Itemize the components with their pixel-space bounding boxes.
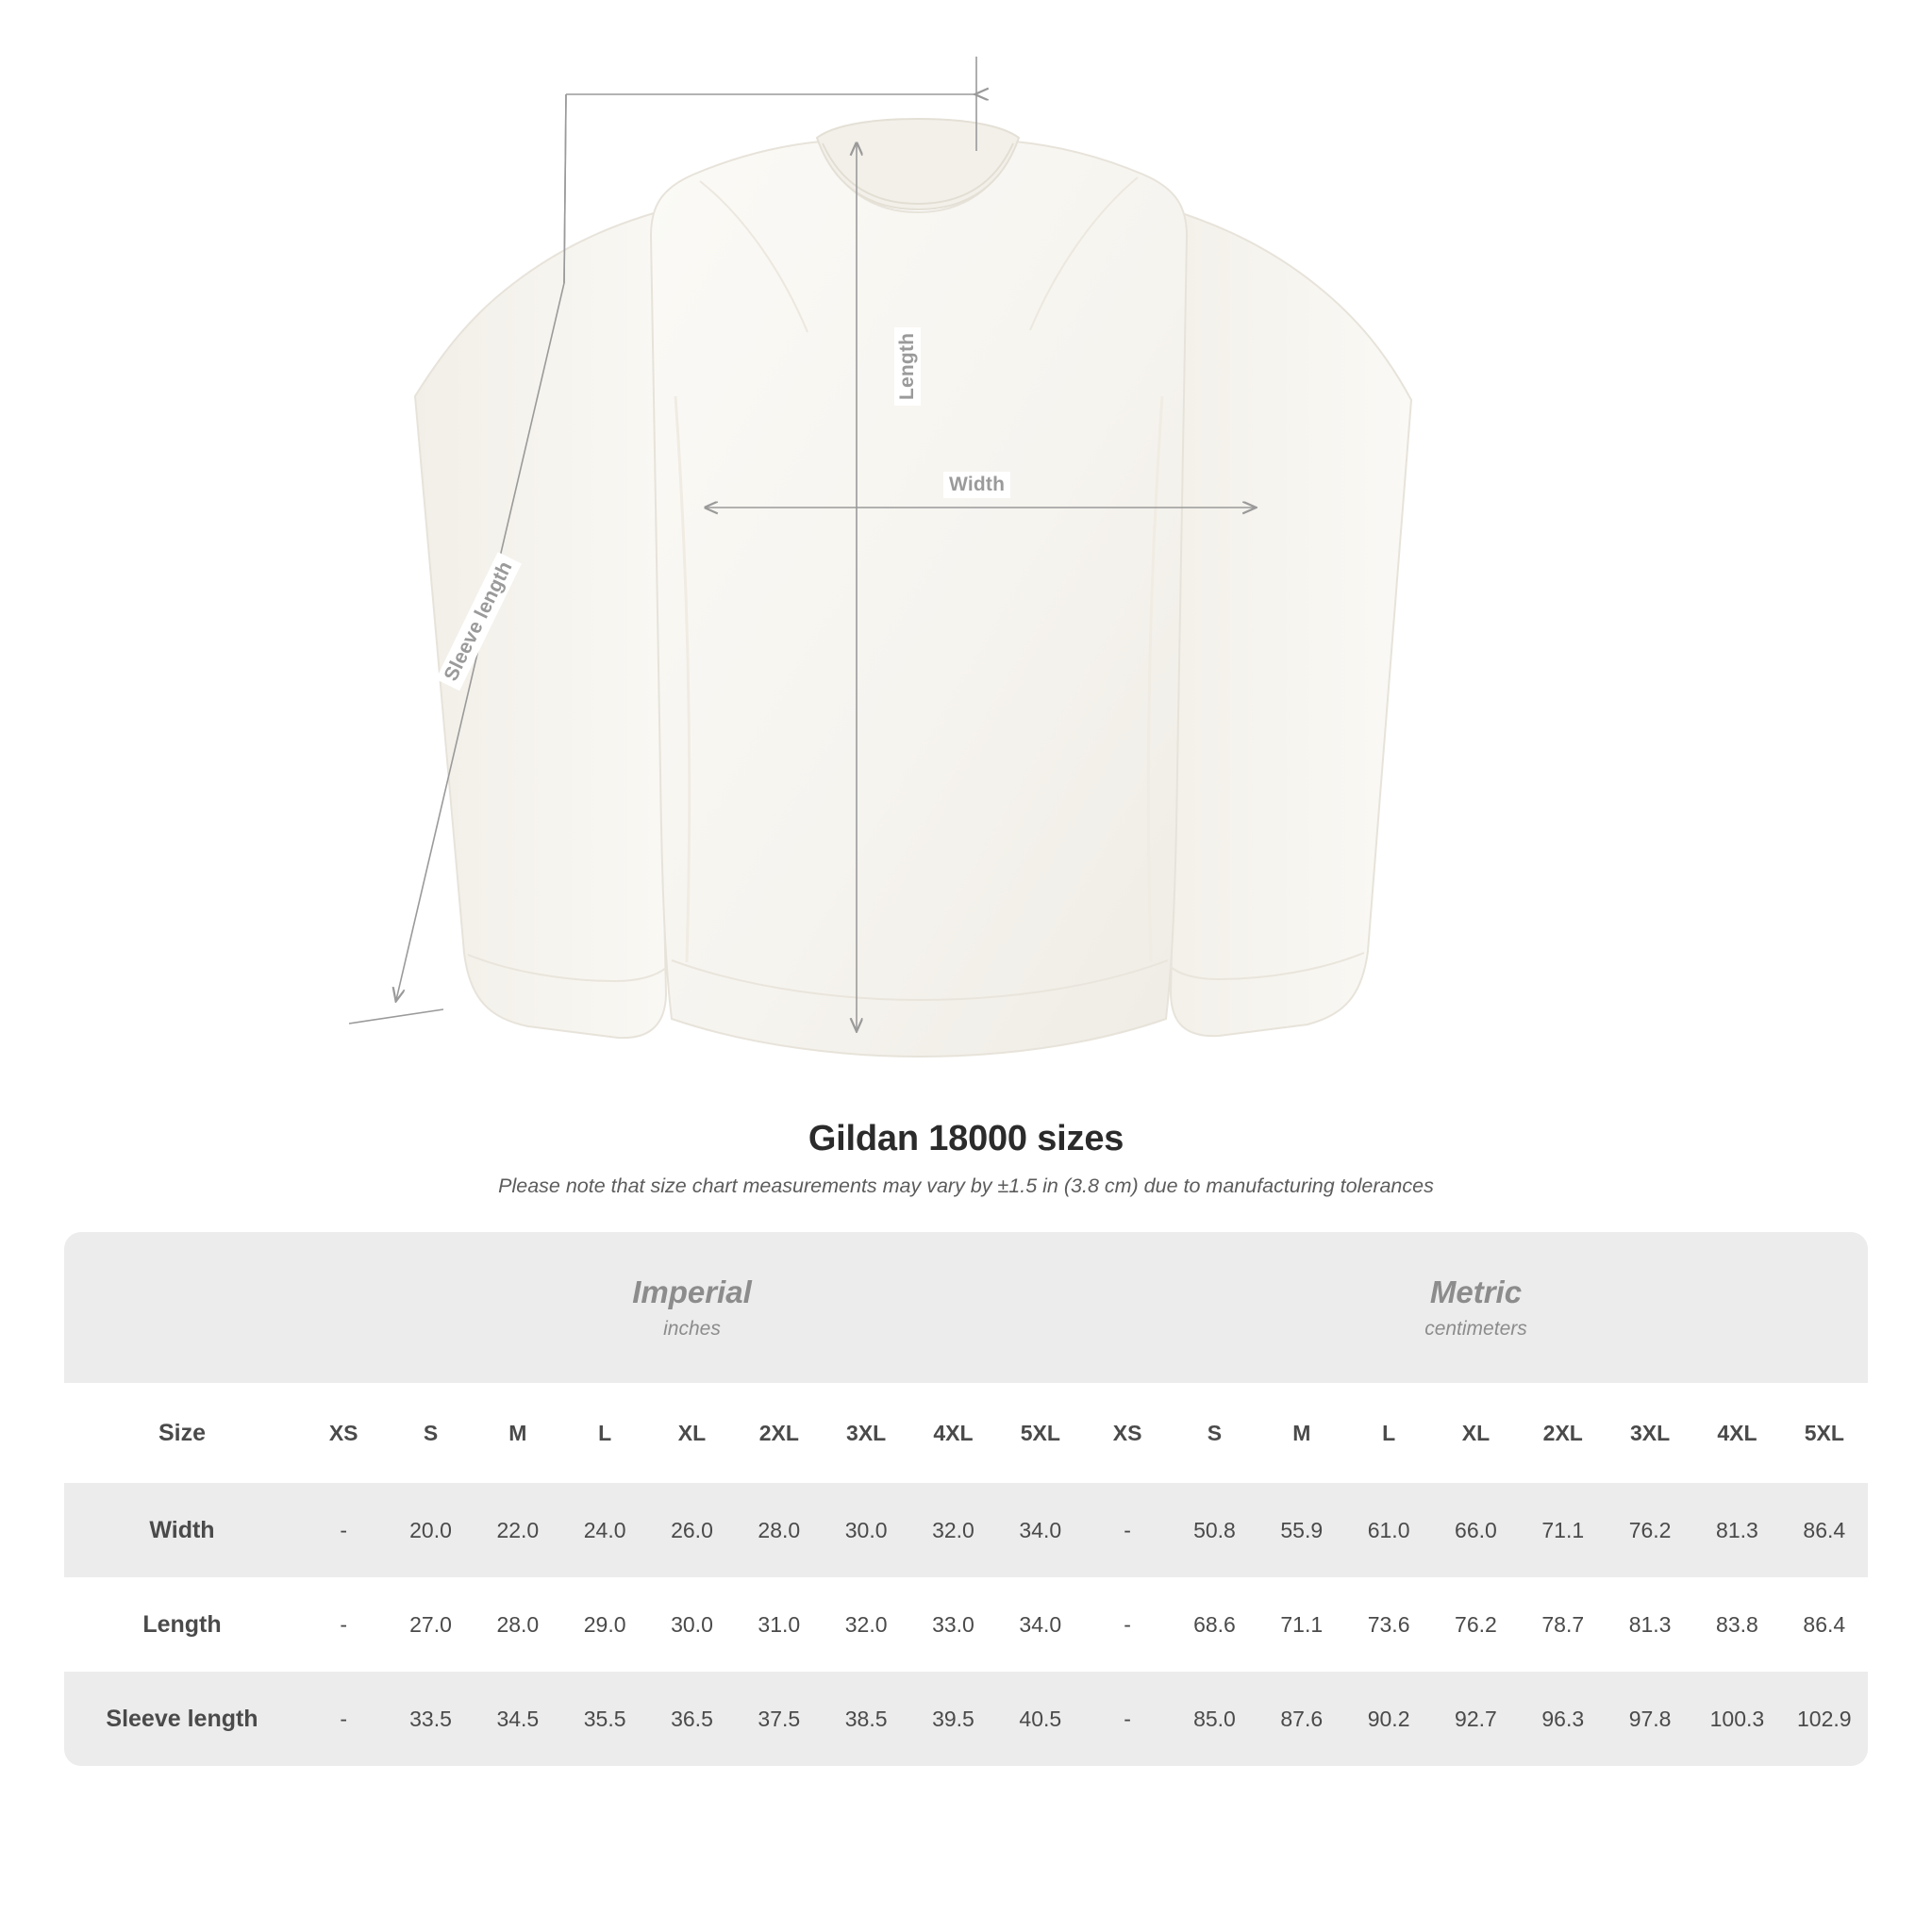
table-cell: 40.5 — [997, 1672, 1084, 1766]
unit-name: Imperial — [632, 1274, 752, 1309]
width-dimension-label: Width — [943, 472, 1010, 498]
size-column-header: 4XL — [909, 1383, 996, 1483]
unit-subtitle: inches — [663, 1318, 721, 1340]
table-cell: 38.5 — [823, 1672, 909, 1766]
size-column-header: 2XL — [736, 1383, 823, 1483]
table-cell: - — [300, 1577, 387, 1672]
table-cell: 61.0 — [1345, 1483, 1432, 1577]
size-column-header: M — [475, 1383, 561, 1483]
unit-header-row — [64, 1232, 1868, 1383]
size-column-header: M — [1258, 1383, 1345, 1483]
table-cell: 66.0 — [1432, 1483, 1519, 1577]
table-cell: 28.0 — [736, 1483, 823, 1577]
table-cell: 90.2 — [1345, 1672, 1432, 1766]
size-table — [64, 1232, 1868, 1766]
unit-subtitle: centimeters — [1424, 1318, 1527, 1340]
table-cell: 81.3 — [1693, 1483, 1780, 1577]
row-label-sleeve-length: Sleeve length — [64, 1672, 300, 1766]
table-cell: 102.9 — [1781, 1672, 1868, 1766]
table-cell: 30.0 — [648, 1577, 735, 1672]
size-column-header: 2XL — [1520, 1383, 1607, 1483]
length-dimension-label: Length — [894, 327, 921, 406]
size-column-header: XL — [648, 1383, 735, 1483]
table-cell: 29.0 — [561, 1577, 648, 1672]
table-cell: 100.3 — [1693, 1672, 1780, 1766]
table-cell: 83.8 — [1693, 1577, 1780, 1672]
table-cell: - — [300, 1672, 387, 1766]
table-cell: 33.0 — [909, 1577, 996, 1672]
size-column-header: 5XL — [997, 1383, 1084, 1483]
table-cell: 24.0 — [561, 1483, 648, 1577]
table-cell: 34.0 — [997, 1483, 1084, 1577]
size-header-row — [64, 1383, 1868, 1483]
table-cell: 96.3 — [1520, 1672, 1607, 1766]
table-cell: 86.4 — [1781, 1577, 1868, 1672]
size-column-header: 5XL — [1781, 1383, 1868, 1483]
size-table-wrapper — [64, 1232, 1868, 1766]
size-column-header: 4XL — [1693, 1383, 1780, 1483]
table-cell: 22.0 — [475, 1483, 561, 1577]
size-column-header: XL — [1432, 1383, 1519, 1483]
table-cell: 71.1 — [1258, 1577, 1345, 1672]
table-cell: 71.1 — [1520, 1483, 1607, 1577]
table-cell: 68.6 — [1171, 1577, 1257, 1672]
unit-header-metric — [1084, 1232, 1868, 1383]
table-cell: 97.8 — [1607, 1672, 1693, 1766]
table-cell: 92.7 — [1432, 1672, 1519, 1766]
size-column-header: 3XL — [1607, 1383, 1693, 1483]
table-cell: 85.0 — [1171, 1672, 1257, 1766]
table-cell: 78.7 — [1520, 1577, 1607, 1672]
size-header-label: Size — [64, 1383, 300, 1483]
table-cell: 30.0 — [823, 1483, 909, 1577]
table-cell: 26.0 — [648, 1483, 735, 1577]
table-cell: 73.6 — [1345, 1577, 1432, 1672]
table-row — [64, 1483, 1868, 1577]
table-cell: 76.2 — [1607, 1483, 1693, 1577]
table-cell: - — [300, 1483, 387, 1577]
tolerance-note: Please note that size chart measurements may vary by ±1.5 in (3.8 cm) due to manufacturing tolerances — [498, 1174, 1434, 1197]
table-cell: 81.3 — [1607, 1577, 1693, 1672]
table-cell: 37.5 — [736, 1672, 823, 1766]
table-cell: 35.5 — [561, 1672, 648, 1766]
sleeve-length-dimension-label: Sleeve length — [436, 552, 522, 691]
table-cell: 27.0 — [387, 1577, 474, 1672]
table-row — [64, 1672, 1868, 1766]
table-cell: 36.5 — [648, 1672, 735, 1766]
row-label-length: Length — [64, 1577, 300, 1672]
unit-name: Metric — [1429, 1274, 1523, 1309]
size-column-header: S — [387, 1383, 474, 1483]
table-cell: 20.0 — [387, 1483, 474, 1577]
title-block — [0, 1119, 1932, 1198]
table-cell: 55.9 — [1258, 1483, 1345, 1577]
size-column-header: S — [1171, 1383, 1257, 1483]
table-cell: 34.5 — [475, 1672, 561, 1766]
size-column-header: XS — [1084, 1383, 1171, 1483]
table-cell: 87.6 — [1258, 1672, 1345, 1766]
size-column-header: XS — [300, 1383, 387, 1483]
size-column-header: L — [1345, 1383, 1432, 1483]
table-cell: 76.2 — [1432, 1577, 1519, 1672]
unit-row-corner — [64, 1232, 300, 1383]
table-cell: - — [1084, 1483, 1171, 1577]
table-cell: 28.0 — [475, 1577, 561, 1672]
table-cell: - — [1084, 1577, 1171, 1672]
table-cell: 31.0 — [736, 1577, 823, 1672]
unit-header-imperial — [300, 1232, 1084, 1383]
size-column-header: 3XL — [823, 1383, 909, 1483]
size-column-header: L — [561, 1383, 648, 1483]
table-cell: 33.5 — [387, 1672, 474, 1766]
table-cell: 39.5 — [909, 1672, 996, 1766]
table-cell: 50.8 — [1171, 1483, 1257, 1577]
table-cell: 32.0 — [909, 1483, 996, 1577]
table-cell: - — [1084, 1672, 1171, 1766]
table-row — [64, 1577, 1868, 1672]
table-cell: 34.0 — [997, 1577, 1084, 1672]
page-title: Gildan 18000 sizes — [808, 1119, 1124, 1158]
table-cell: 86.4 — [1781, 1483, 1868, 1577]
table-cell: 32.0 — [823, 1577, 909, 1672]
row-label-width: Width — [64, 1483, 300, 1577]
